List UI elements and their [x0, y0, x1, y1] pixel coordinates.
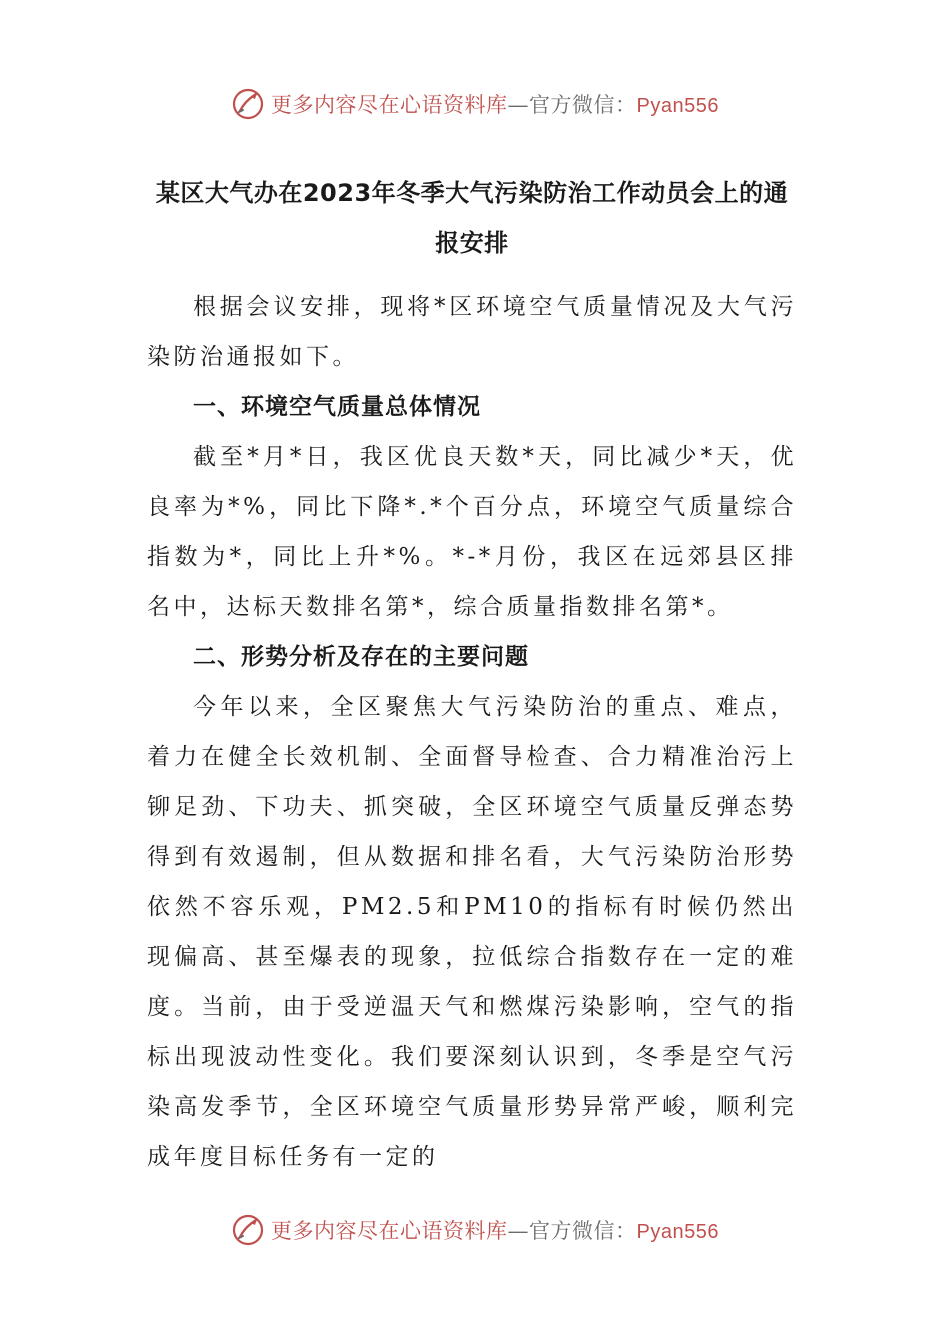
banner-main-text: 更多内容尽在心语资料库	[271, 93, 508, 117]
intro-paragraph: 根据会议安排，现将*区环境空气质量情况及大气污染防治通报如下。	[147, 294, 797, 370]
section2-paragraph: 今年以来，全区聚焦大气污染防治的重点、难点，着力在健全长效机制、全面督导检查、合力精准治污上铆足劲、下功夫、抓突破，全区环境空气质量反弹态势得到有效遏制，但从数据和排名看，大气污染防治形势依然不容乐观，PM2.5和PM10的指标有时候仍然出现偏高、甚至爆表的现象，拉低综合指数存在一定的难度。当前，由于受逆温天气和燃煤污染影响，空气的指标出现波动性变化。我们要深刻认识到，冬季是空气污染高发季节，全区环境空气质量形势异常严峻，顺利完成年度目标任务有一定的	[147, 694, 797, 1170]
banner-dash: —	[507, 93, 530, 117]
section1-heading: 一、环境空气质量总体情况	[193, 394, 481, 420]
section1-paragraph: 截至*月*日，我区优良天数*天，同比减少*天，优良率为*%，同比下降*.*个百分点，环境空气质量综合指数为*，同比上升*%。*-*月份，我区在远郊县区排名中，达标天数排名第*，综合质量指数排名第*。	[147, 444, 797, 620]
banner-main-text: 更多内容尽在心语资料库	[271, 1219, 508, 1243]
banner-text	[271, 1215, 719, 1245]
banner-wechat-id: Pyan556	[636, 95, 719, 117]
footer-banner	[0, 1208, 950, 1252]
pen-logo-icon	[231, 1213, 265, 1247]
banner-wechat-id: Pyan556	[636, 1221, 719, 1243]
header-banner	[0, 82, 950, 126]
banner-dash: —	[507, 1219, 530, 1243]
banner-wechat-label: 官方微信：	[529, 93, 637, 117]
section2-heading: 二、形势分析及存在的主要问题	[193, 644, 529, 670]
banner-wechat-label: 官方微信：	[529, 1219, 637, 1243]
document-title: 某区大气办在2023年冬季大气污染防治工作动员会上的通报安排	[155, 179, 789, 257]
banner-text	[271, 89, 719, 119]
pen-logo-icon	[231, 87, 265, 121]
document-body	[147, 168, 797, 1182]
